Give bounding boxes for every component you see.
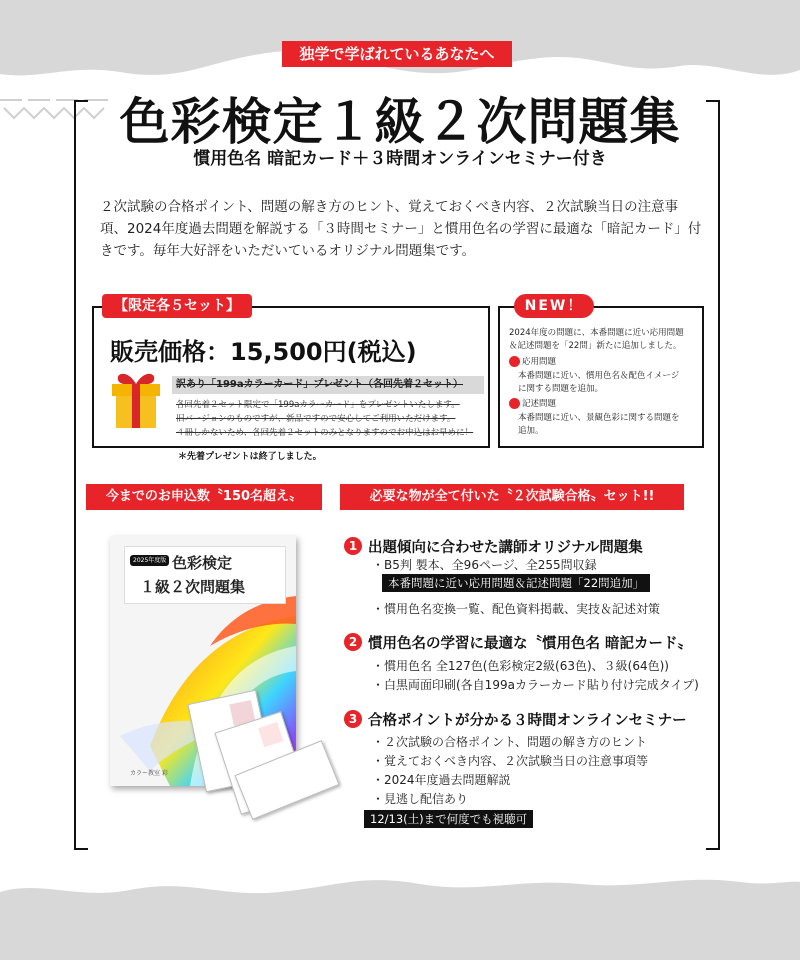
new-item-desc: 本番問題に近い、慣用色名＆配色イメージ <box>518 371 680 381</box>
new-item-desc: に関する問題を追加。 <box>518 384 604 394</box>
intro-text: ２次試験の合格ポイント、問題の解き方のヒント、覚えておくべき内容、２次試験当日の注意事項、2024年度過去問題を解説する「３時間セミナー」と慣用色名の学習に最適な「暗記カード」付きです。毎年大好評をいただいているオリジナル問題集です。 <box>100 199 702 259</box>
feature-bullet: ・B5判 製本、全96ページ、全255問収録 <box>372 558 597 572</box>
color-swatch <box>258 722 283 747</box>
present-line: 旧バージョンのものですが、新品ですので安心してご利用いただけます。 <box>176 414 456 424</box>
set-banner: 必要な物が全て付いた〝２次試験合格〟セット!! <box>340 484 684 510</box>
book-author: カラー教室 彩 <box>130 770 168 777</box>
book-title: 色彩検定 <box>172 554 233 572</box>
present-title: 訳あり「199aカラーカード」プレゼント（各回先着２セット） <box>172 376 484 394</box>
feature-title: 慣用色名の学習に最適な〝慣用色名 暗記カード〟 <box>368 636 693 652</box>
limited-badge: 【限定各５セット】 <box>102 294 252 318</box>
present-line: ４冊しかないため、各回先着２セットのみとなりますのでお申込はお早めに！ <box>176 428 474 438</box>
new-item-desc: 本番問題に近い、景観色彩に関する問題を <box>518 413 680 423</box>
feature-bullet: ・覚えておくべき内容、２次試験当日の注意事項等 <box>372 754 649 768</box>
new-item-desc: 追加。 <box>518 426 544 436</box>
frame-right-bracket <box>706 100 720 850</box>
new-item-label: 記述問題 <box>522 399 557 409</box>
bottom-wave-decoration <box>0 870 800 960</box>
present-end-note: ＊先着プレゼントは終了しました。 <box>178 452 322 462</box>
frame-left-bracket <box>74 100 88 850</box>
feature-highlight-tag: 本番問題に近い応用問題＆記述問題「22問追加」 <box>382 574 650 592</box>
check-icon <box>509 398 520 409</box>
page-title: 色彩検定１級２次問題集 <box>119 93 681 151</box>
check-icon <box>509 356 520 367</box>
new-line: 2024年度の問題に、本番問題に近い応用問題 <box>509 328 684 338</box>
new-item-label: 応用問題 <box>522 357 557 367</box>
present-line: 各回先着２セット限定で「199aカラーカード」をプレゼントいたします。 <box>176 400 460 410</box>
feature-number: 1 <box>344 537 362 555</box>
new-line: ＆記述問題を「22問」新たに追加しました。 <box>509 341 682 351</box>
feature-bullet: ・慣用色名変換一覧、配色資料掲載、実技＆記述対策 <box>372 602 661 616</box>
kicker-label: 独学で学ばれているあなたへ <box>282 41 512 67</box>
feature-title: 合格ポイントが分かる３時間オンラインセミナー <box>368 713 687 729</box>
feature-highlight-tag: 12/13(土)まで何度でも視聴可 <box>364 810 533 828</box>
feature-bullet: ・2024年度過去問題解説 <box>372 773 511 787</box>
new-badge: NEW！ <box>514 294 594 318</box>
book-title: １級２次問題集 <box>140 578 246 596</box>
feature-bullet: ・見逃し配信あり <box>372 792 469 806</box>
page-subtitle: 慣用色名 暗記カード＋３時間オンラインセミナー付き <box>193 149 607 169</box>
feature-bullet: ・慣用色名 全127色(色彩検定2級(63色)、３級(64色)) <box>372 659 669 673</box>
gift-icon <box>108 368 164 430</box>
feature-bullet: ・２次試験の合格ポイント、問題の解き方のヒント <box>372 735 647 749</box>
feature-bullet: ・白黒両面印刷(各自199aカラーカード貼り付け完成タイプ) <box>372 678 699 692</box>
feature-number: 3 <box>344 710 362 728</box>
feature-number: 2 <box>344 633 362 651</box>
sale-price: 販売価格：15,500円(税込) <box>110 338 417 366</box>
book-edition-badge: 2025年度版 <box>130 555 169 566</box>
feature-title: 出題傾向に合わせた講師オリジナル問題集 <box>368 540 643 556</box>
applications-banner: 今までのお申込数〝150名超え〟 <box>86 484 322 510</box>
